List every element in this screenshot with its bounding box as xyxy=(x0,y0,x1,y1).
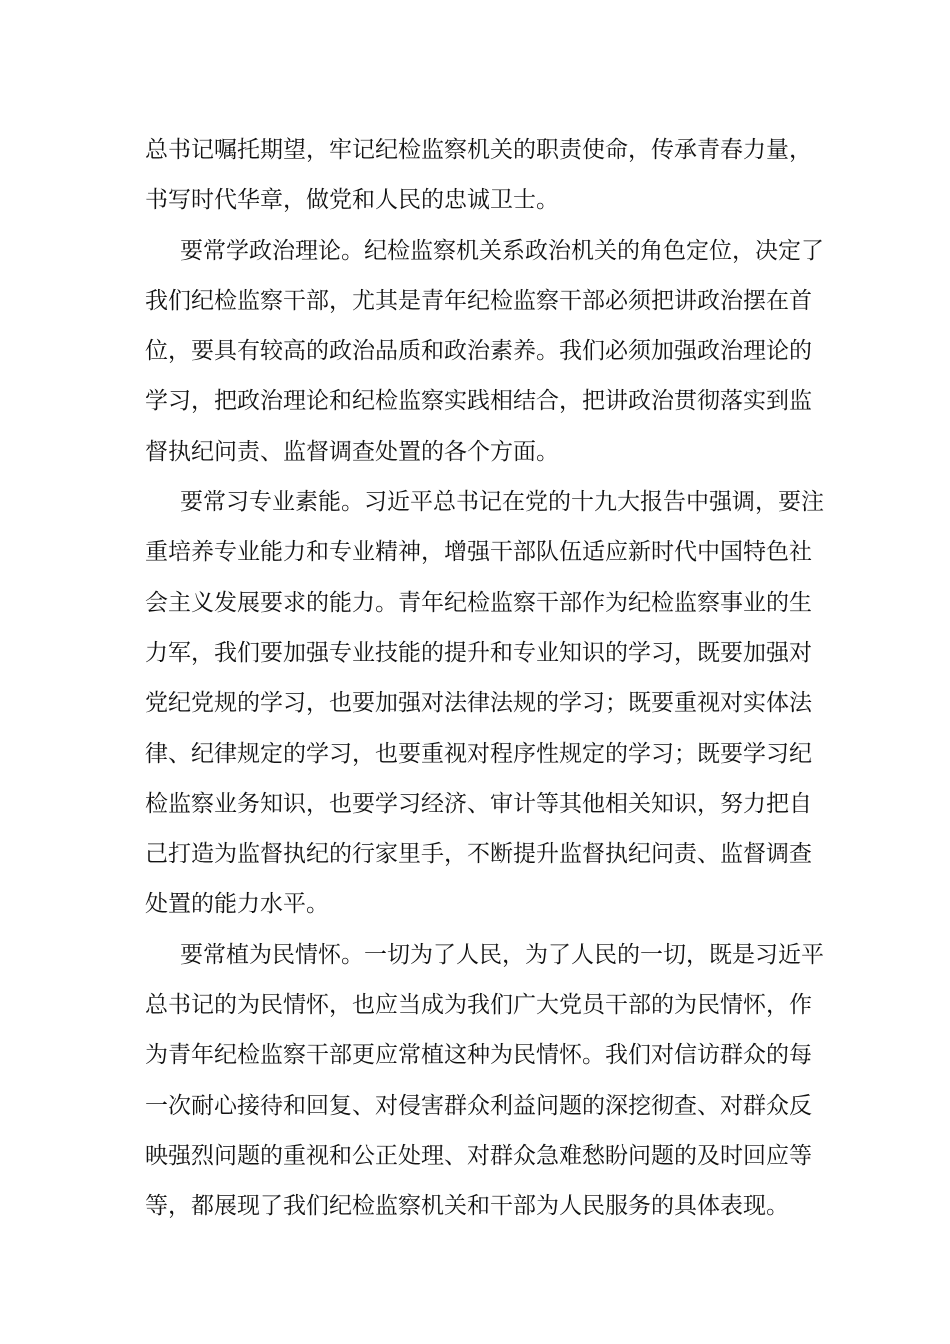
text-line-11: 力军，我们要加强专业技能的提升和专业知识的学习，既要加强对 xyxy=(145,639,812,666)
text-line-15: 己打造为监督执纪的行家里手，不断提升监督执纪问责、监督调查 xyxy=(145,841,812,868)
text-line-7: 督执纪问责、监督调查处置的各个方面。 xyxy=(145,438,559,465)
text-line-18: 总书记的为民情怀，也应当成为我们广大党员干部的为民情怀，作 xyxy=(145,992,812,1019)
text-line-20: 一次耐心接待和回复、对侵害群众利益问题的深挖彻查、对群众反 xyxy=(145,1092,812,1119)
text-line-9: 重培养专业能力和专业精神，增强干部队伍适应新时代中国特色社 xyxy=(145,539,812,566)
text-line-2: 书写时代华章，做党和人民的忠诚卫士。 xyxy=(145,187,559,214)
paragraph-heading-line-3: 要常学政治理论。纪检监察机关系政治机关的角色定位，决定了 xyxy=(180,237,824,264)
text-line-14: 检监察业务知识，也要学习经济、审计等其他相关知识，努力把自 xyxy=(145,790,812,817)
text-line-12: 党纪党规的学习，也要加强对法律法规的学习；既要重视对实体法 xyxy=(145,690,812,717)
text-line-4: 我们纪检监察干部，尤其是青年纪检监察干部必须把讲政治摆在首 xyxy=(145,287,812,314)
text-line-6: 学习，把政治理论和纪检监察实践相结合，把讲政治贯彻落实到监 xyxy=(145,388,812,415)
text-line-16: 处置的能力水平。 xyxy=(145,891,329,918)
text-line-5: 位，要具有较高的政治品质和政治素养。我们必须加强政治理论的 xyxy=(145,338,812,365)
text-line-13: 律、纪律规定的学习，也要重视对程序性规定的学习；既要学习纪 xyxy=(145,740,812,767)
text-line-10: 会主义发展要求的能力。青年纪检监察干部作为纪检监察事业的生 xyxy=(145,589,812,616)
text-line-19: 为青年纪检监察干部更应常植这种为民情怀。我们对信访群众的每 xyxy=(145,1042,812,1069)
paragraph-heading-line-17: 要常植为民情怀。一切为了人民，为了人民的一切，既是习近平 xyxy=(180,941,824,968)
paragraph-heading-line-8: 要常习专业素能。习近平总书记在党的十九大报告中强调，要注 xyxy=(180,489,824,516)
text-line-21: 映强烈问题的重视和公正处理、对群众急难愁盼问题的及时回应等 xyxy=(145,1142,812,1169)
text-line-1: 总书记嘱托期望，牢记纪检监察机关的职责使命，传承青春力量， xyxy=(145,137,812,163)
text-line-22: 等，都展现了我们纪检监察机关和干部为人民服务的具体表现。 xyxy=(145,1193,789,1220)
body-text xyxy=(145,130,824,1237)
